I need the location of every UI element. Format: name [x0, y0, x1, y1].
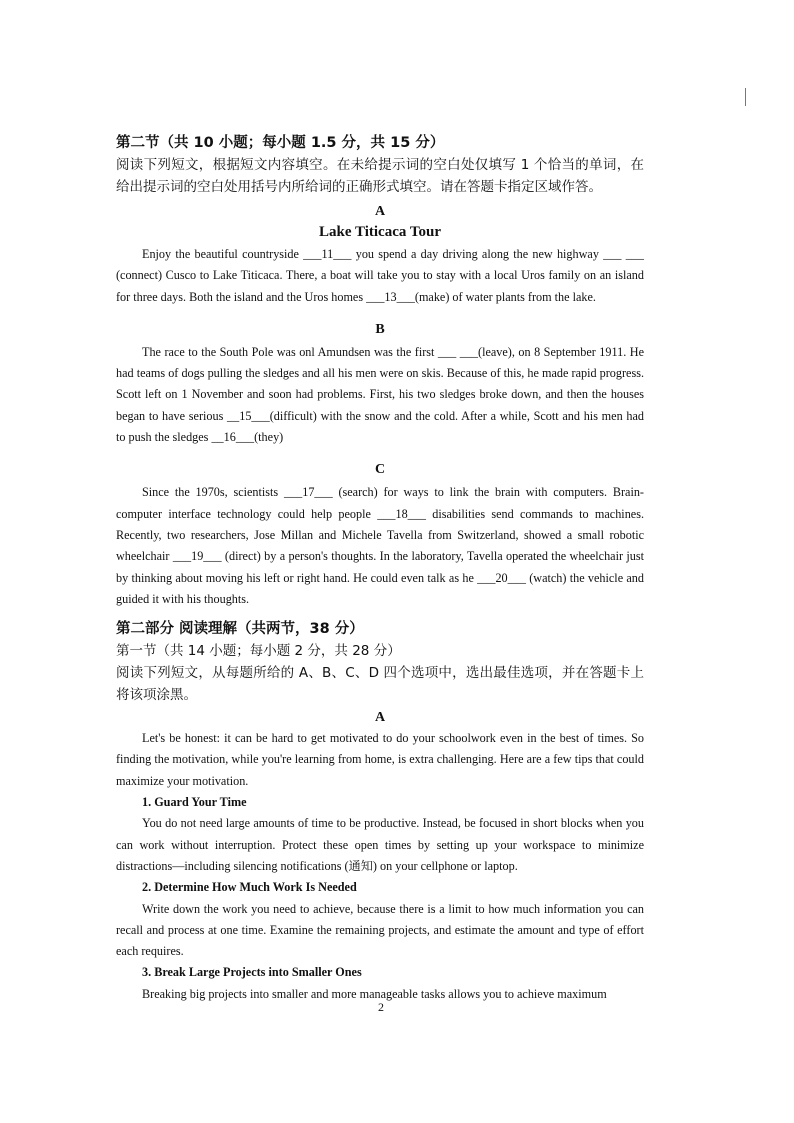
- passage-b-letter: B: [375, 321, 385, 337]
- tip1-text: You do not need large amounts of time to be productive. Instead, be focused in short blocks when you can work without interruption. Protect these open times by setting up your workspace to minimize distractions—including silencing notifications (通知) on your cellphone or laptop.: [116, 816, 644, 873]
- part2-sub-heading: 第一节（共 14 小题；每小题 2 分，共 28 分）: [116, 643, 401, 660]
- passage-a-letter: A: [374, 204, 386, 219]
- passage-a-text: Enjoy the beautiful countryside ___11___ you spend a day driving along the new highway ___ ___ (connect) Cusco to Lake Titicaca. There, a boat will take you to stay with a local Uros family on an island for three days. Both the island and the Uros homes ___13___(make) of water plants from the lake.: [116, 247, 644, 304]
- scan-mark: [745, 88, 746, 106]
- passage-c-letter: C: [374, 462, 386, 478]
- page-content: [116, 132, 644, 1005]
- passage-a-title: Lake Titicaca Tour: [319, 224, 441, 240]
- passage-c-text: Since the 1970s, scientists ___17___ (search) for ways to link the brain with computers. Brain-computer interface technology could help people ___18___ disabilities send commands to machines. Recently, two researchers, Jose Millan and Michele Tavella from Switzerland, showed a small robotic wheelchair ___19___ (direct) by a person's thoughts. In the laboratory, Tavella operated the wheelchair just by thinking about moving his left or right hand. He could even talk as he ___20___ (watch) the vehicle and guided it with his thoughts.: [116, 485, 644, 606]
- section2-instructions: 阅读下列短文，根据短文内容填空。在未给提示词的空白处仅填写 1 个恰当的单词，在给出提示词的空白处用括号内所给词的正确形式填空。请在答题卡指定区域作答。: [116, 157, 644, 195]
- tip2-text: Write down the work you need to achieve, because there is a limit to how much information you can recall and process at one time. Examine the remaining projects, and estimate the amount and type of effort each requires.: [116, 901, 644, 959]
- tip3-text: Breaking big projects into smaller and more manageable tasks allows you to achieve maximum: [142, 986, 607, 1001]
- page-number: 2: [378, 1000, 384, 1014]
- reading-a-letter: A: [374, 710, 386, 726]
- part2-instructions: 阅读下列短文，从每题所给的 A、B、C、D 四个选项中，选出最佳选项，并在答题卡上将该项涂黑。: [116, 665, 644, 704]
- section2-heading: 第二节（共 10 小题；每小题 1.5 分，共 15 分）: [116, 135, 445, 151]
- passage-b-text: The race to the South Pole was onl Amundsen was the first ___ ___(leave), on 8 September 1911. He had teams of dogs pulling the sledges and all his men were on skis. Because of this, he made rapid progress. Scott left on 1 November and soon had problems. First, his two sledges broke down, and then the houses began to have serious __15___(difficult) with the snow and the cold. After a while, Scott and his men had to push the sledges __16___(they): [116, 344, 644, 445]
- tip1-heading: 1. Guard Your Time: [142, 795, 247, 810]
- reading-a-intro: Let's be honest: it can be hard to get motivated to do your schoolwork even in the best of times. So finding the motivation, while you're learning from home, is extra challenging. Here are a few tips that could maximize your motivation.: [116, 731, 644, 788]
- tip3-heading: 3. Break Large Projects into Smaller Ones: [142, 965, 362, 980]
- part2-heading: 第二部分 阅读理解（共两节，38 分）: [116, 621, 364, 638]
- tip2-heading: 2. Determine How Much Work Is Needed: [142, 880, 357, 895]
